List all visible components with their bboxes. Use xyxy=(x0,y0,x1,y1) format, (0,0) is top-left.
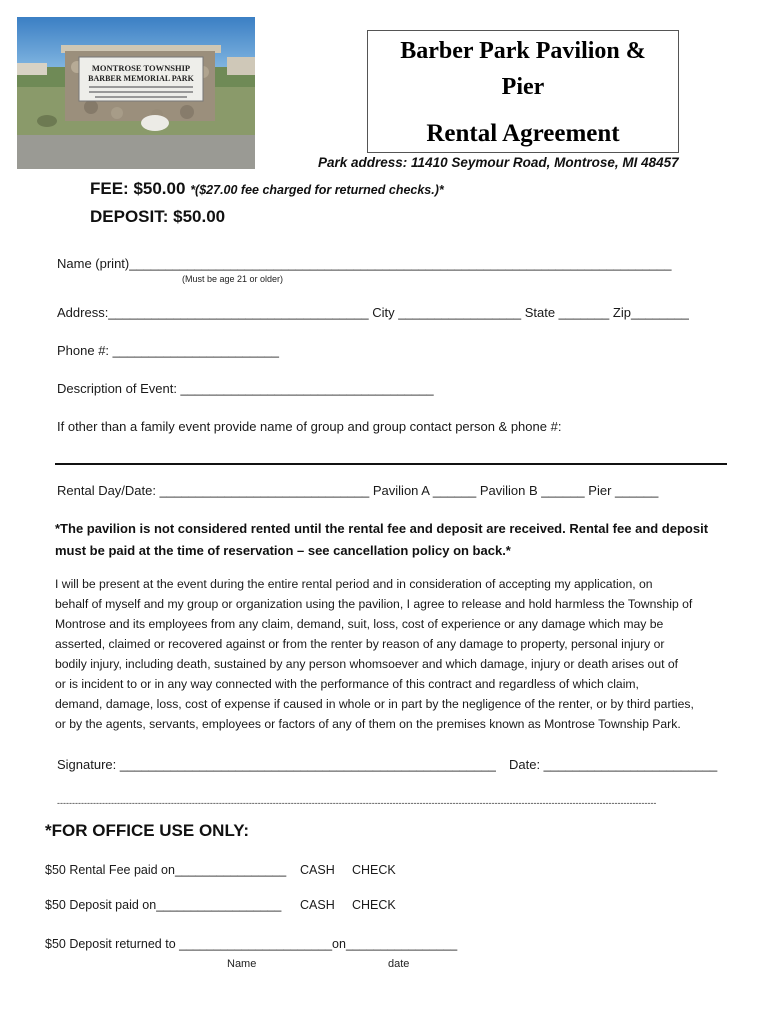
park-address: Park address: 11410 Seymour Road, Montrose, MI 48457 xyxy=(318,155,679,170)
name-field[interactable]: Name (print)___________________________________________________________________________ xyxy=(57,256,672,271)
fee-note: *($27.00 fee charged for returned checks.)* xyxy=(190,183,444,197)
rental-fee-paid-field[interactable]: $50 Rental Fee paid on________________ xyxy=(45,863,287,877)
sign-text-line2: BARBER MEMORIAL PARK xyxy=(88,74,194,83)
deposit-paid-field[interactable]: $50 Deposit paid on__________________ xyxy=(45,898,282,912)
payment-notice: *The pavilion is not considered rented until the rental fee and deposit are received. Rental fee and deposit must be paid at the time of reservation – see cancellation policy on back.* xyxy=(55,521,709,558)
park-sign-image xyxy=(17,17,255,169)
agreement-line: behalf of myself and my group or organization using the pavilion, I agree to release and hold harmless the Township of xyxy=(55,597,693,611)
agreement-line: I will be present at the event during the entire rental period and in consideration of accepting my application, on xyxy=(55,577,653,591)
address-field[interactable]: Address:____________________________________ City _________________ State _______ Zip________ xyxy=(57,305,689,320)
signature-date-field[interactable]: Date: ________________________ xyxy=(509,757,718,772)
deposit-cash-option[interactable]: CASH xyxy=(300,898,335,912)
fee-amount: FEE: $50.00 xyxy=(90,179,186,198)
deposit-line: DEPOSIT: $50.00 xyxy=(90,207,226,226)
fee-check-option[interactable]: CHECK xyxy=(352,863,396,877)
agreement-line: asserted, claimed or recovered against or from the renter by reason of any damage to property, personal injury or xyxy=(55,637,665,651)
group-prompt: If other than a family event provide name of group and group contact person & phone #: xyxy=(57,419,562,434)
phone-field[interactable]: Phone #: _______________________ xyxy=(57,343,279,358)
park-sign-photo xyxy=(17,17,255,169)
office-use-heading: *FOR OFFICE USE ONLY: xyxy=(45,821,250,840)
agreement-line: Montrose and its employees from any claim, demand, suit, loss, cost of experience or any damage which may be xyxy=(55,617,664,631)
agreement-line: bodily injury, including death, sustained by any person whomsoever and which damage, injury or death arises out of xyxy=(55,657,679,671)
signature-field[interactable]: Signature: ____________________________________________________ xyxy=(57,757,496,772)
rental-day-field[interactable]: Rental Day/Date: _____________________________ Pavilion A ______ Pavilion B ______ Pier ______ xyxy=(57,483,659,498)
title-line-2: Pier xyxy=(501,74,545,100)
agreement-line: or by the agents, servants, employees or factors of any of them on the premises known as Montrose Township Park. xyxy=(55,717,681,731)
group-entry-line[interactable] xyxy=(55,463,727,465)
agreement-line: or is incident to or in any way connected with the performance of this contract and regardless of which claim, xyxy=(55,677,639,691)
agreement-line: demand, damage, loss, cost of expense if caused in whole or in part by the negligence of the renter, or by third parties, xyxy=(55,697,694,711)
event-description-field[interactable]: Description of Event: ___________________________________ xyxy=(57,381,434,396)
title-line-1: Barber Park Pavilion & xyxy=(400,38,646,64)
returned-date-label: date xyxy=(388,958,410,970)
returned-name-label: Name xyxy=(227,958,257,970)
name-age-note: (Must be age 21 or older) xyxy=(182,274,284,284)
deposit-returned-field[interactable]: $50 Deposit returned to ______________________on________________ xyxy=(45,937,458,951)
fee-line xyxy=(90,179,444,199)
title-line-3: Rental Agreement xyxy=(426,120,620,147)
fee-cash-option[interactable]: CASH xyxy=(300,863,335,877)
deposit-check-option[interactable]: CHECK xyxy=(352,898,396,912)
sign-text-line1: MONTROSE TOWNSHIP xyxy=(91,63,191,73)
release-agreement-text xyxy=(55,574,735,734)
office-separator: -------------------------------------------------------------------------------------------------------------------------------------------------------------------------------------------------------- xyxy=(57,798,657,808)
title-box xyxy=(367,30,679,153)
